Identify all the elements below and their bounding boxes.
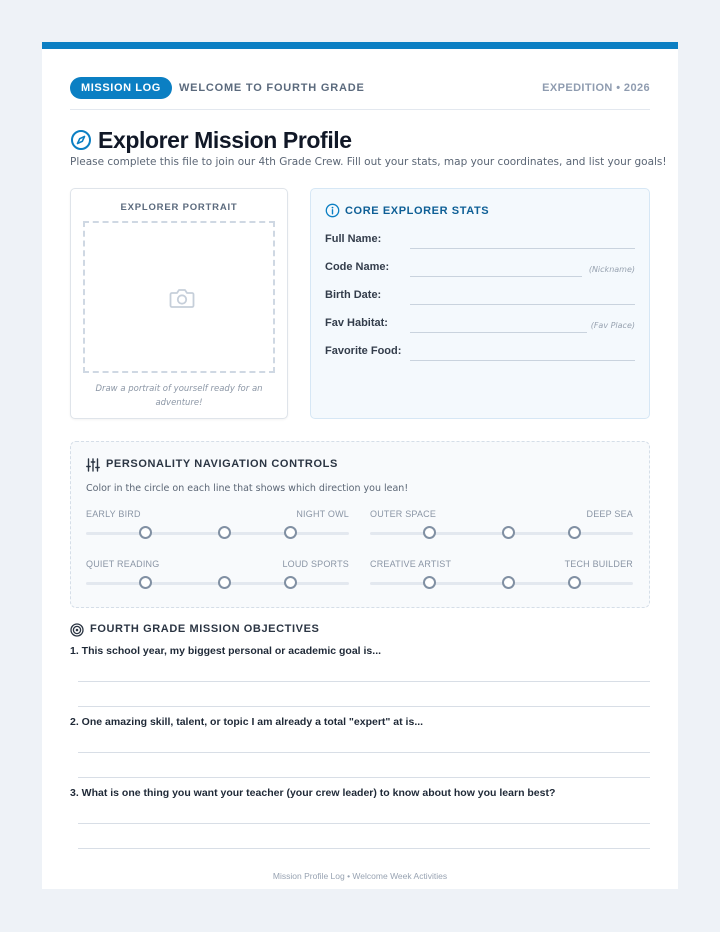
expedition-year: EXPEDITION • 2026 (542, 82, 650, 94)
page-footer: Mission Profile Log • Welcome Week Activities (272, 871, 448, 881)
scale-circle[interactable] (423, 526, 436, 539)
scale-quiet-reading-loud-sports (86, 559, 349, 597)
code-name-field[interactable] (410, 276, 582, 277)
stat-fav-habitat (325, 313, 635, 333)
personality-card (70, 441, 650, 608)
objective-question: 3. What is one thing you want your teacher (your crew leader) to know about how you learn best? (70, 787, 556, 799)
stat-label: Fav Habitat: (325, 317, 388, 329)
portrait-drawing-area[interactable] (83, 221, 275, 373)
target-icon (70, 623, 84, 637)
portrait-caption: Draw a portrait of yourself ready for an adventure! (95, 384, 263, 408)
objectives-title: FOURTH GRADE MISSION OBJECTIVES (90, 623, 320, 635)
sliders-icon (86, 458, 100, 472)
stat-label: Code Name: (325, 261, 390, 273)
stat-label: Favorite Food: (325, 345, 402, 357)
fav-habitat-field[interactable] (410, 332, 587, 333)
stat-favorite-food (325, 341, 635, 361)
compass-icon (70, 129, 92, 151)
scale-left-label: CREATIVE ARTIST (370, 559, 452, 569)
scale-circle[interactable] (423, 576, 436, 589)
portrait-card (70, 188, 288, 419)
stat-label: Birth Date: (325, 289, 382, 301)
scale-right-label: LOUD SPORTS (282, 559, 349, 569)
answer-line[interactable] (78, 752, 650, 753)
answer-line[interactable] (78, 777, 650, 778)
mission-log-badge: MISSION LOG (70, 77, 172, 99)
info-icon (325, 203, 340, 218)
scale-early-bird-night-owl (86, 509, 349, 547)
scale-circle[interactable] (139, 576, 152, 589)
page-title: Explorer Mission Profile (98, 127, 352, 153)
camera-icon (169, 287, 195, 309)
scale-creative-artist-tech-builder (370, 559, 633, 597)
objective-question: 1. This school year, my biggest personal or academic goal is... (70, 645, 382, 657)
scale-right-label: DEEP SEA (586, 509, 633, 519)
stat-code-name (325, 257, 635, 277)
header (70, 77, 650, 99)
scale-circle[interactable] (218, 576, 231, 589)
full-name-field[interactable] (410, 248, 635, 249)
scale-right-label: TECH BUILDER (564, 559, 633, 569)
personality-title: PERSONALITY NAVIGATION CONTROLS (106, 458, 338, 470)
accent-top-bar (42, 42, 678, 49)
answer-line[interactable] (78, 823, 650, 824)
scale-left-label: QUIET READING (86, 559, 160, 569)
scale-circle[interactable] (502, 526, 515, 539)
header-divider (70, 109, 650, 110)
objective-question: 2. One amazing skill, talent, or topic I am already a total "expert" at is... (70, 716, 424, 728)
page-subtitle: Please complete this file to join our 4th Grade Crew. Fill out your stats, map your coordinates, and list your goals! (70, 156, 667, 168)
stat-birth-date (325, 285, 635, 305)
stat-label: Full Name: (325, 233, 382, 245)
scale-outer-space-deep-sea (370, 509, 633, 547)
scale-left-label: EARLY BIRD (86, 509, 141, 519)
scale-right-label: NIGHT OWL (296, 509, 349, 519)
scale-circle[interactable] (218, 526, 231, 539)
stats-title: CORE EXPLORER STATS (345, 205, 490, 217)
stat-full-name (325, 229, 635, 249)
scale-circle[interactable] (502, 576, 515, 589)
welcome-text: WELCOME TO FOURTH GRADE (179, 82, 365, 94)
scale-circle[interactable] (139, 526, 152, 539)
scale-circle[interactable] (568, 526, 581, 539)
portrait-label: EXPLORER PORTRAIT (120, 202, 238, 213)
mission-profile-page (42, 42, 678, 889)
stat-hint: (Nickname) (588, 265, 635, 274)
scale-circle[interactable] (568, 576, 581, 589)
answer-line[interactable] (78, 681, 650, 682)
personality-instructions: Color in the circle on each line that shows which direction you lean! (86, 483, 409, 494)
scale-circle[interactable] (284, 526, 297, 539)
answer-line[interactable] (78, 848, 650, 849)
scale-circle[interactable] (284, 576, 297, 589)
scale-left-label: OUTER SPACE (370, 509, 437, 519)
favorite-food-field[interactable] (410, 360, 635, 361)
core-stats-card (310, 188, 650, 419)
birth-date-field[interactable] (410, 304, 635, 305)
answer-line[interactable] (78, 706, 650, 707)
stat-hint: (Fav Place) (590, 321, 635, 330)
